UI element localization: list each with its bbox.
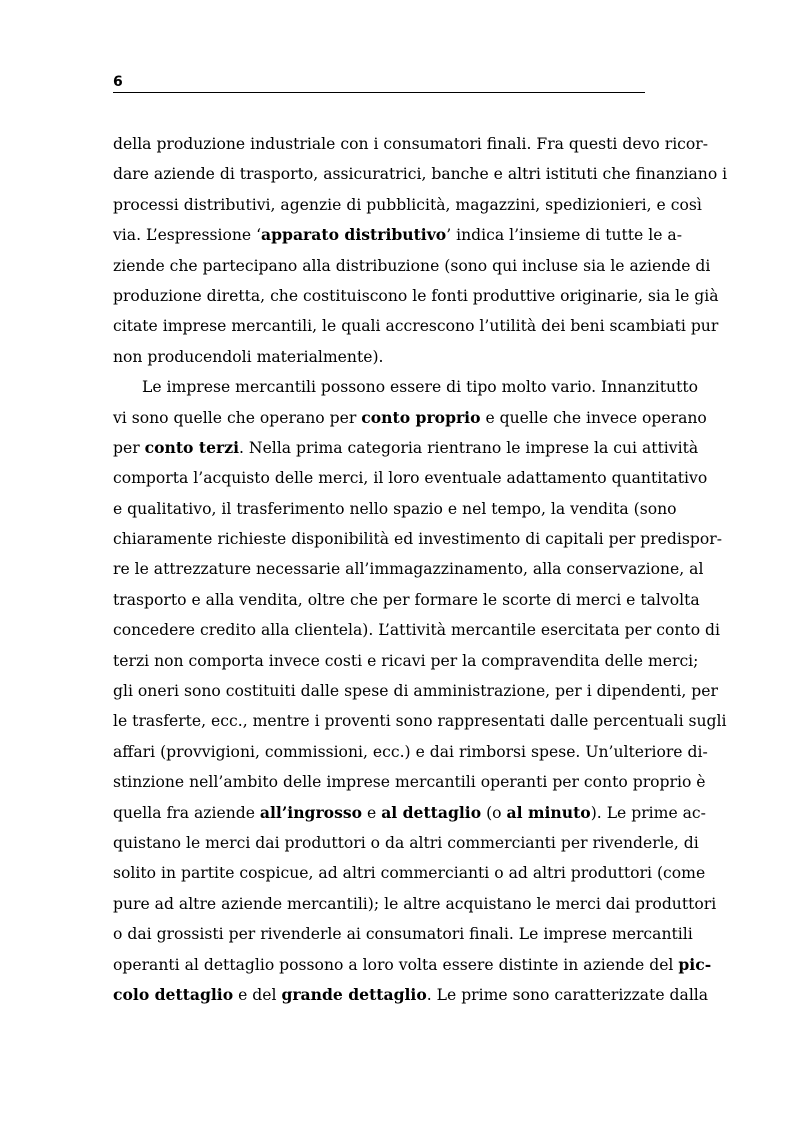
text-run: dare aziende di trasporto, assicuratrici, banche e altri istituti che finanziano i <box>113 165 728 184</box>
text-run: . Le prime sono caratterizzate dalla <box>426 985 709 1004</box>
text-line <box>113 737 708 767</box>
text-line <box>113 494 677 524</box>
text-line <box>113 403 707 433</box>
text-run: quella fra aziende <box>113 803 260 822</box>
text-line <box>113 129 709 159</box>
text-line <box>113 767 706 797</box>
text-line <box>113 919 693 949</box>
text-run: (o <box>481 803 507 822</box>
text-run: operanti al dettaglio possono a loro volta essere distinte in aziende del <box>113 955 679 974</box>
text-line <box>113 706 727 736</box>
text-run: . Nella prima categoria rientrano le imprese la cui attività <box>239 438 699 457</box>
text-run: pure ad altre aziende mercantili); le altre acquistano le merci dai produttori <box>113 894 717 913</box>
text-run: affari (provvigioni, commissioni, ecc.) e dai rimborsi spese. Un’ulteriore di- <box>113 742 708 761</box>
text-run: ’ indica l’insieme di tutte le a- <box>446 226 682 245</box>
text-run: ). Le prime ac- <box>590 803 706 822</box>
text-run: quistano le merci dai produttori o da altri commercianti per rivenderle, di <box>113 833 699 852</box>
bold-term: conto proprio <box>361 407 481 427</box>
bold-term: all’ingrosso <box>259 802 363 822</box>
text-line <box>113 798 706 828</box>
page-number: 6 <box>113 74 123 90</box>
text-line <box>113 251 711 281</box>
text-line <box>113 615 721 645</box>
text-run: per <box>113 438 145 457</box>
text-line <box>113 463 708 493</box>
text-run: citate imprese mercantili, le quali accrescono l’utilità dei beni scambiati pur <box>113 317 719 336</box>
text-line <box>113 342 645 372</box>
text-run: della produzione industriale con i consumatori finali. Fra questi devo ricor- <box>113 135 709 153</box>
bold-term: colo dettaglio <box>113 984 234 1004</box>
text-run: vi sono quelle che operano per <box>113 408 362 427</box>
text-line <box>113 433 699 463</box>
bold-term: conto terzi <box>144 437 240 457</box>
text-line <box>113 889 717 919</box>
text-line <box>113 524 722 554</box>
text-run: e quelle che invece operano <box>480 408 707 427</box>
text-run: stinzione nell’ambito delle imprese mercantili operanti per conto proprio è <box>113 773 706 792</box>
text-run: produzione diretta, che costituiscono le fonti produttive originarie, sia le già <box>113 286 719 305</box>
text-line <box>113 372 699 402</box>
text-run: e qualitativo, il trasferimento nello spazio e nel tempo, la vendita (sono <box>113 499 677 518</box>
text-line <box>113 554 704 584</box>
text-run: solito in partite cospicue, ad altri commercianti o ad altri produttori (come <box>113 864 706 883</box>
text-line <box>113 281 719 311</box>
text-line <box>113 646 699 676</box>
text-line <box>113 950 712 980</box>
text-line <box>113 190 702 220</box>
text-run: processi distributivi, agenzie di pubblicità, magazzini, spedizionieri, e così <box>113 195 702 214</box>
text-run: non producendoli materialmente). <box>113 347 384 366</box>
text-line <box>113 220 682 250</box>
text-run: comporta l’acquisto delle merci, il loro eventuale adattamento quantitativo <box>113 469 708 488</box>
text-run: trasporto e alla vendita, oltre che per formare le scorte di merci e talvolta <box>113 590 700 609</box>
text-run: terzi non comporta invece costi e ricavi per la compravendita delle merci; <box>113 651 699 670</box>
text-line <box>113 676 718 706</box>
bold-term: grande dettaglio <box>281 984 427 1004</box>
text-run: chiaramente richieste disponibilità ed investimento di capitali per predispor- <box>113 530 722 549</box>
bold-term: al dettaglio <box>381 802 482 822</box>
text-run: re le attrezzature necessarie all’immagazzinamento, alla conservazione, al <box>113 560 704 579</box>
body-text <box>113 129 728 1010</box>
text-run: e <box>362 803 382 822</box>
text-run: e del <box>233 985 282 1004</box>
text-run: concedere credito alla clientela). L’attività mercantile esercitata per conto di <box>113 621 721 640</box>
text-run: gli oneri sono costituiti dalle spese di amministrazione, per i dipendenti, per <box>113 682 718 701</box>
text-line <box>113 980 709 1010</box>
page-header <box>113 72 645 93</box>
text-run: ziende che partecipano alla distribuzione (sono qui incluse sia le aziende di <box>113 256 711 275</box>
text-run: le trasferte, ecc., mentre i proventi sono rappresentati dalle percentuali sugli <box>113 712 727 731</box>
text-line <box>113 585 700 615</box>
text-run: via. L’espressione ‘ <box>113 226 262 245</box>
text-line <box>113 858 706 888</box>
bold-term: al minuto <box>506 802 591 822</box>
bold-term: apparato distributivo <box>261 225 447 245</box>
text-line <box>113 159 728 189</box>
text-line <box>113 311 719 341</box>
text-run: Le imprese mercantili possono essere di tipo molto vario. Innanzitutto <box>142 378 699 397</box>
text-line <box>113 828 699 858</box>
text-run: o dai grossisti per rivenderle ai consumatori finali. Le imprese mercantili <box>113 925 693 944</box>
bold-term: pic- <box>678 954 712 974</box>
